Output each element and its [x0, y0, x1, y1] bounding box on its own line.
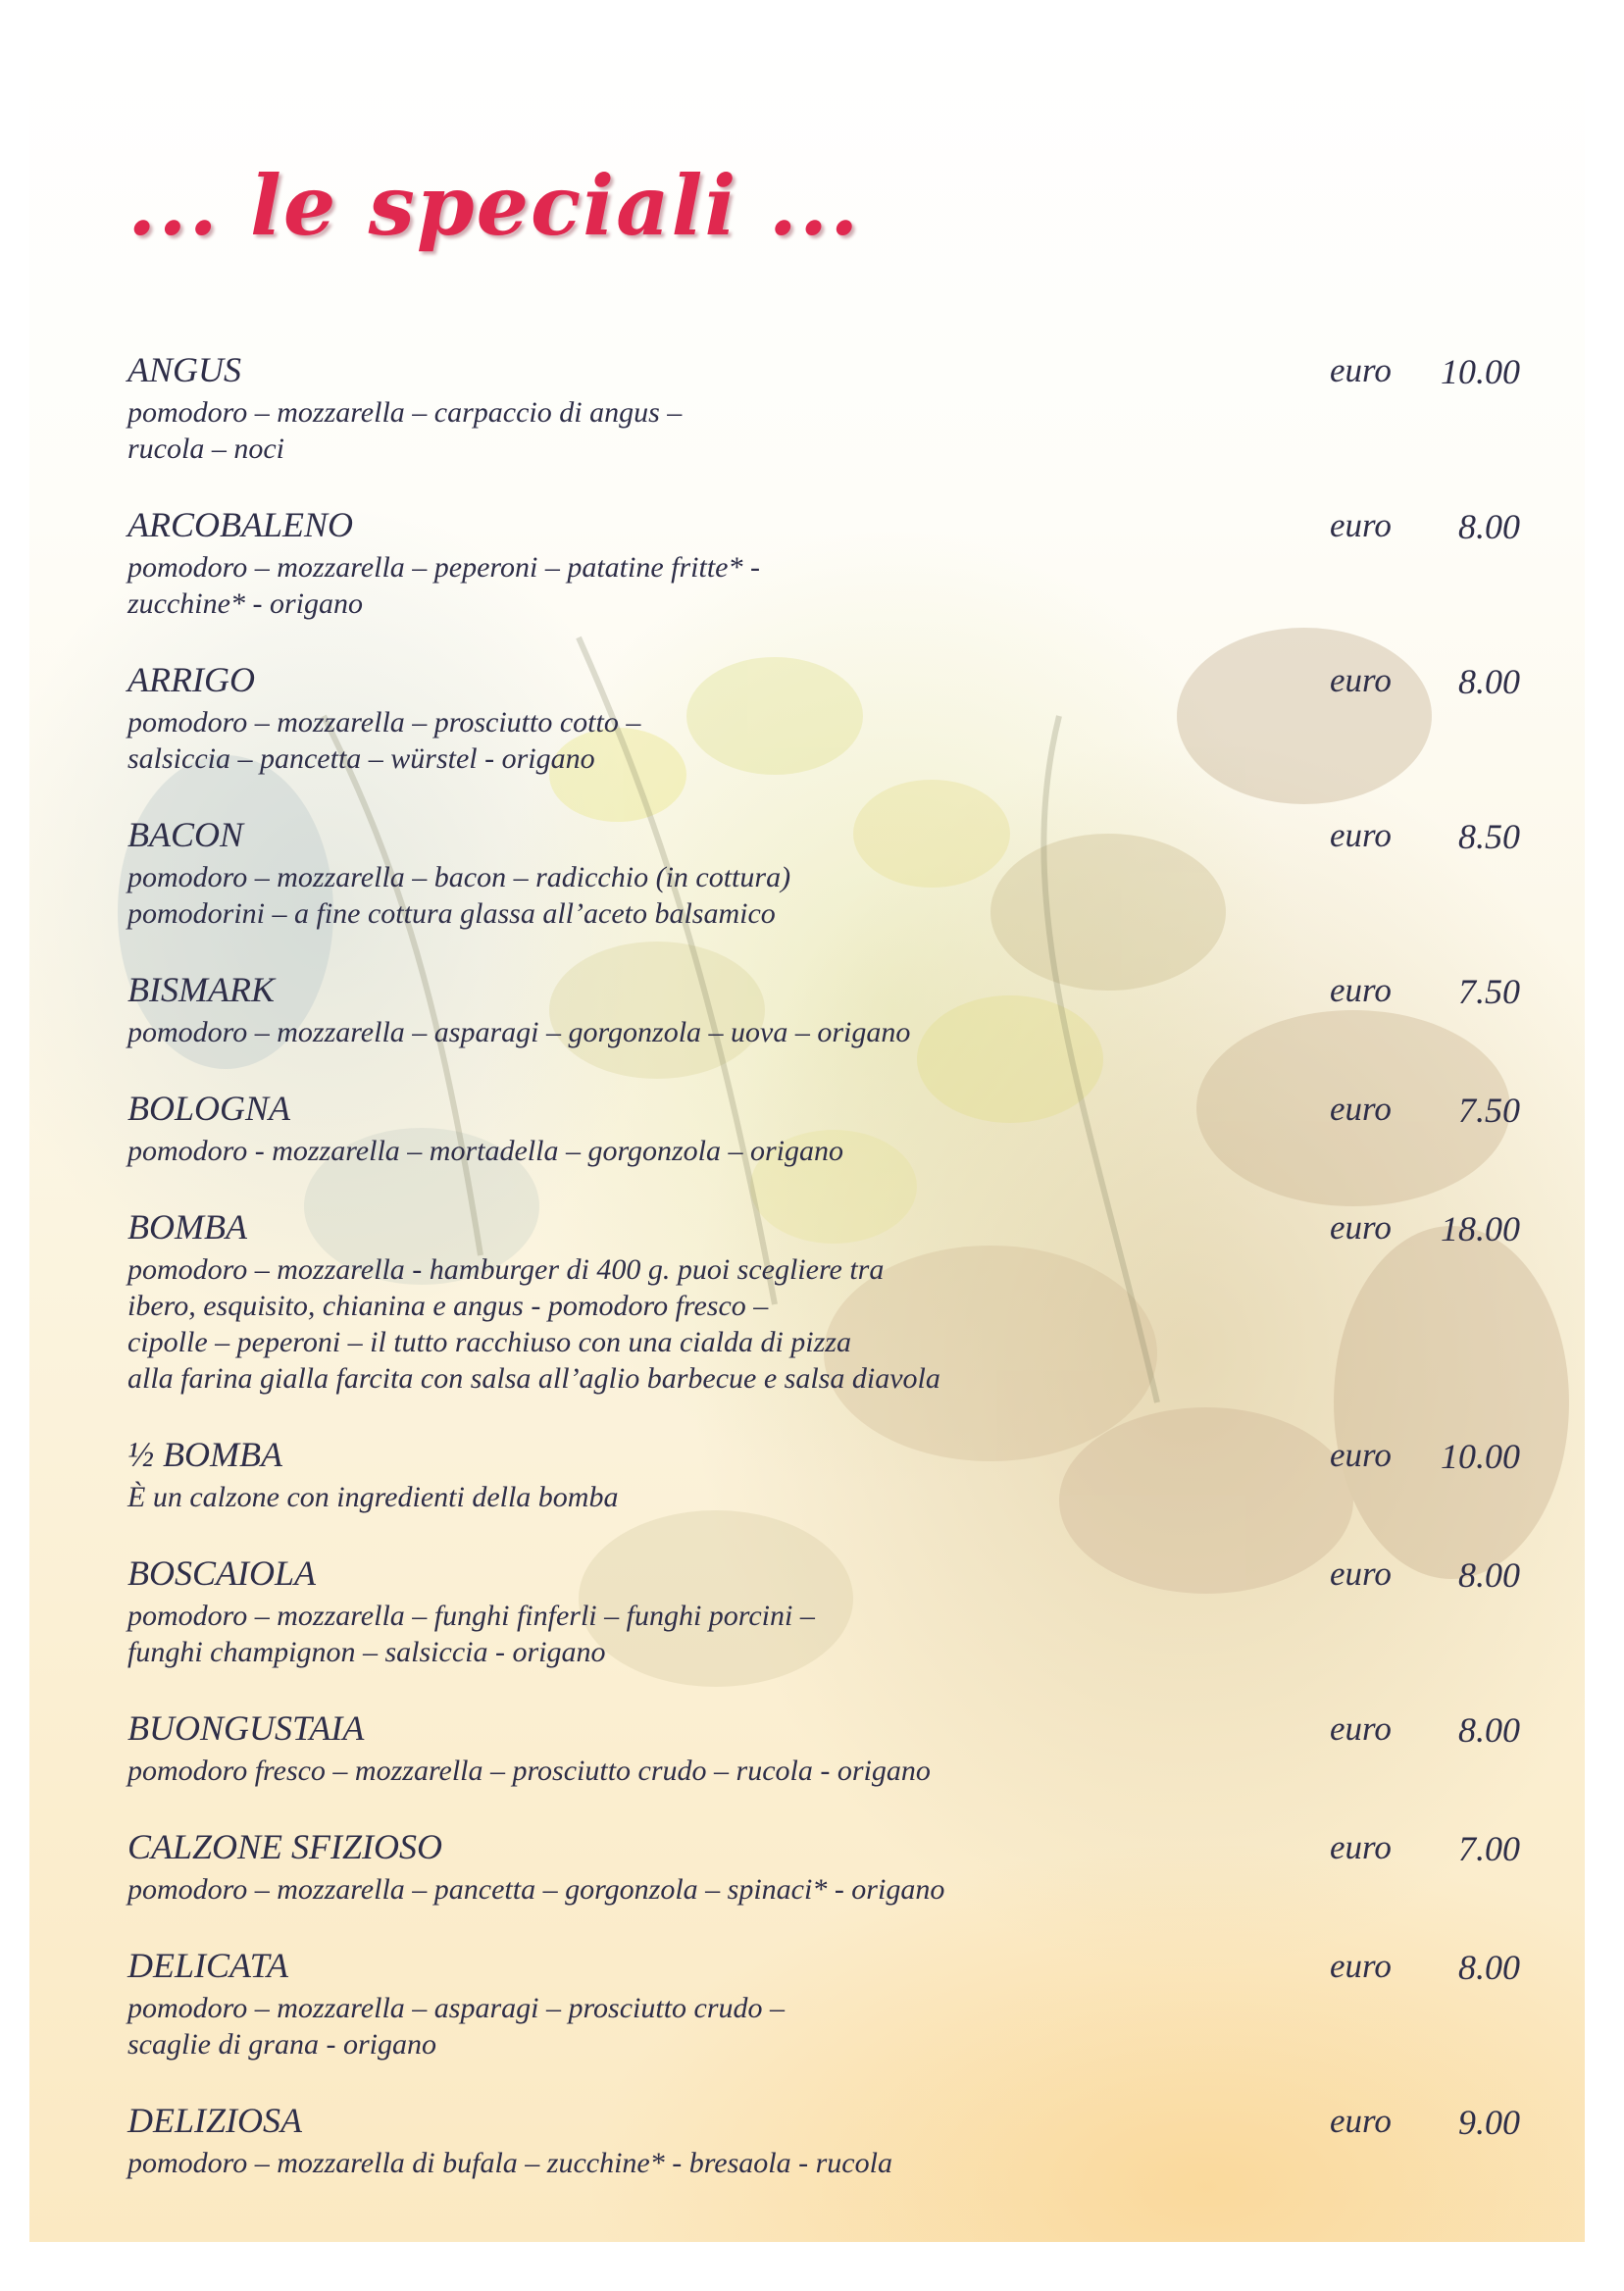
menu-item-currency: euro: [1330, 506, 1392, 544]
menu-item-description: pomodoro – mozzarella – asparagi – prosciutto crudo – scaglie di grana - origano: [127, 1992, 786, 2061]
menu-page: [29, 29, 1585, 2242]
menu-item-currency: euro: [1330, 2102, 1392, 2140]
menu-item-angus: [127, 349, 1520, 467]
menu-item-name: BOSCAIOLA: [127, 1553, 316, 1593]
menu-item-delicata: [127, 1945, 1520, 2062]
menu-item-currency: euro: [1330, 1436, 1392, 1474]
menu-item-price: 7.50: [1458, 972, 1520, 1011]
menu-item-description: pomodoro – mozzarella – peperoni – patatine fritte* - zucchine* - origano: [127, 551, 760, 620]
menu-item-price: 8.00: [1458, 507, 1520, 546]
menu-item-description: pomodoro – mozzarella di bufala – zucchine* - bresaola - rucola: [127, 2147, 892, 2179]
menu-item-name: ANGUS: [127, 350, 241, 389]
menu-item-price: 9.00: [1458, 2103, 1520, 2142]
menu-item-half-bomba: [127, 1434, 1520, 1515]
menu-item-description: pomodoro – mozzarella – bacon – radicchio (in cottura) pomodorini – a fine cottura glassa all’aceto balsamico: [127, 861, 791, 930]
menu-item-bacon: [127, 814, 1520, 932]
menu-item-price: 8.00: [1458, 662, 1520, 701]
menu-item-name: DELICATA: [127, 1946, 289, 1985]
menu-item-bismark: [127, 969, 1520, 1050]
menu-item-price: 8.50: [1458, 817, 1520, 856]
menu-item-price: 8.00: [1458, 1710, 1520, 1750]
menu-item-currency: euro: [1330, 971, 1392, 1009]
menu-item-description: pomodoro – mozzarella – carpaccio di angus – rucola – noci: [127, 396, 683, 465]
menu-item-currency: euro: [1330, 816, 1392, 854]
menu-item-deliziosa: [127, 2100, 1520, 2181]
menu-item-buongustaia: [127, 1707, 1520, 1789]
menu-item-name: CALZONE SFIZIOSO: [127, 1827, 443, 1866]
menu-item-price: 8.00: [1458, 1948, 1520, 1987]
menu-item-price: 10.00: [1441, 352, 1520, 391]
menu-item-name: BOMBA: [127, 1207, 247, 1247]
menu-item-name: BOLOGNA: [127, 1089, 291, 1128]
menu-item-name: BACON: [127, 815, 244, 854]
menu-item-description: pomodoro – mozzarella – asparagi – gorgonzola – uova – origano: [127, 1016, 911, 1048]
page-title: ... le speciali ...: [127, 157, 861, 254]
menu-item-currency: euro: [1330, 1828, 1392, 1866]
menu-item-price: 7.50: [1458, 1091, 1520, 1130]
menu-item-name: ARCOBALENO: [127, 505, 353, 544]
menu-item-price: 18.00: [1441, 1209, 1520, 1248]
menu-item-currency: euro: [1330, 1090, 1392, 1128]
menu-item-description: pomodoro – mozzarella – pancetta – gorgonzola – spinaci* - origano: [127, 1873, 945, 1906]
menu-item-price: 10.00: [1441, 1437, 1520, 1476]
menu-item-bologna: [127, 1088, 1520, 1169]
menu-item-currency: euro: [1330, 351, 1392, 389]
menu-item-name: ARRIGO: [127, 660, 255, 699]
menu-item-currency: euro: [1330, 1208, 1392, 1247]
menu-item-bomba: [127, 1206, 1520, 1397]
menu-item-arcobaleno: [127, 504, 1520, 622]
menu-item-boscaiola: [127, 1553, 1520, 1670]
menu-item-calzone-sfizioso: [127, 1826, 1520, 1908]
menu-item-currency: euro: [1330, 1554, 1392, 1593]
menu-item-description: È un calzone con ingredienti della bomba: [127, 1481, 619, 1513]
menu-item-name: BUONGUSTAIA: [127, 1708, 365, 1748]
menu-item-currency: euro: [1330, 661, 1392, 699]
menu-item-description: pomodoro – mozzarella - hamburger di 400 g. puoi scegliere tra ibero, esquisito, chianina e angus - pomodoro fresco – cipolle – peperoni – il tutto racchiuso con una cialda di pizza alla farina gialla farcita con salsa all’aglio barbecue e salsa diavola: [127, 1253, 940, 1395]
menu-item-description: pomodoro fresco – mozzarella – prosciutto crudo – rucola - origano: [127, 1755, 931, 1787]
menu-item-currency: euro: [1330, 1709, 1392, 1748]
menu-item-description: pomodoro – mozzarella – funghi finferli – funghi porcini – funghi champignon – salsiccia - origano: [127, 1600, 815, 1668]
menu-item-arrigo: [127, 659, 1520, 777]
menu-item-description: pomodoro – mozzarella – prosciutto cotto – salsiccia – pancetta – würstel - origano: [127, 706, 641, 775]
menu-item-price: 7.00: [1458, 1829, 1520, 1868]
specials-menu-list: [127, 349, 1520, 2218]
menu-item-name: BISMARK: [127, 970, 275, 1009]
menu-item-price: 8.00: [1458, 1555, 1520, 1595]
menu-item-description: pomodoro - mozzarella – mortadella – gorgonzola – origano: [127, 1135, 844, 1167]
menu-item-name: DELIZIOSA: [127, 2101, 302, 2140]
menu-item-currency: euro: [1330, 1947, 1392, 1985]
menu-item-name: ½ BOMBA: [127, 1435, 282, 1474]
